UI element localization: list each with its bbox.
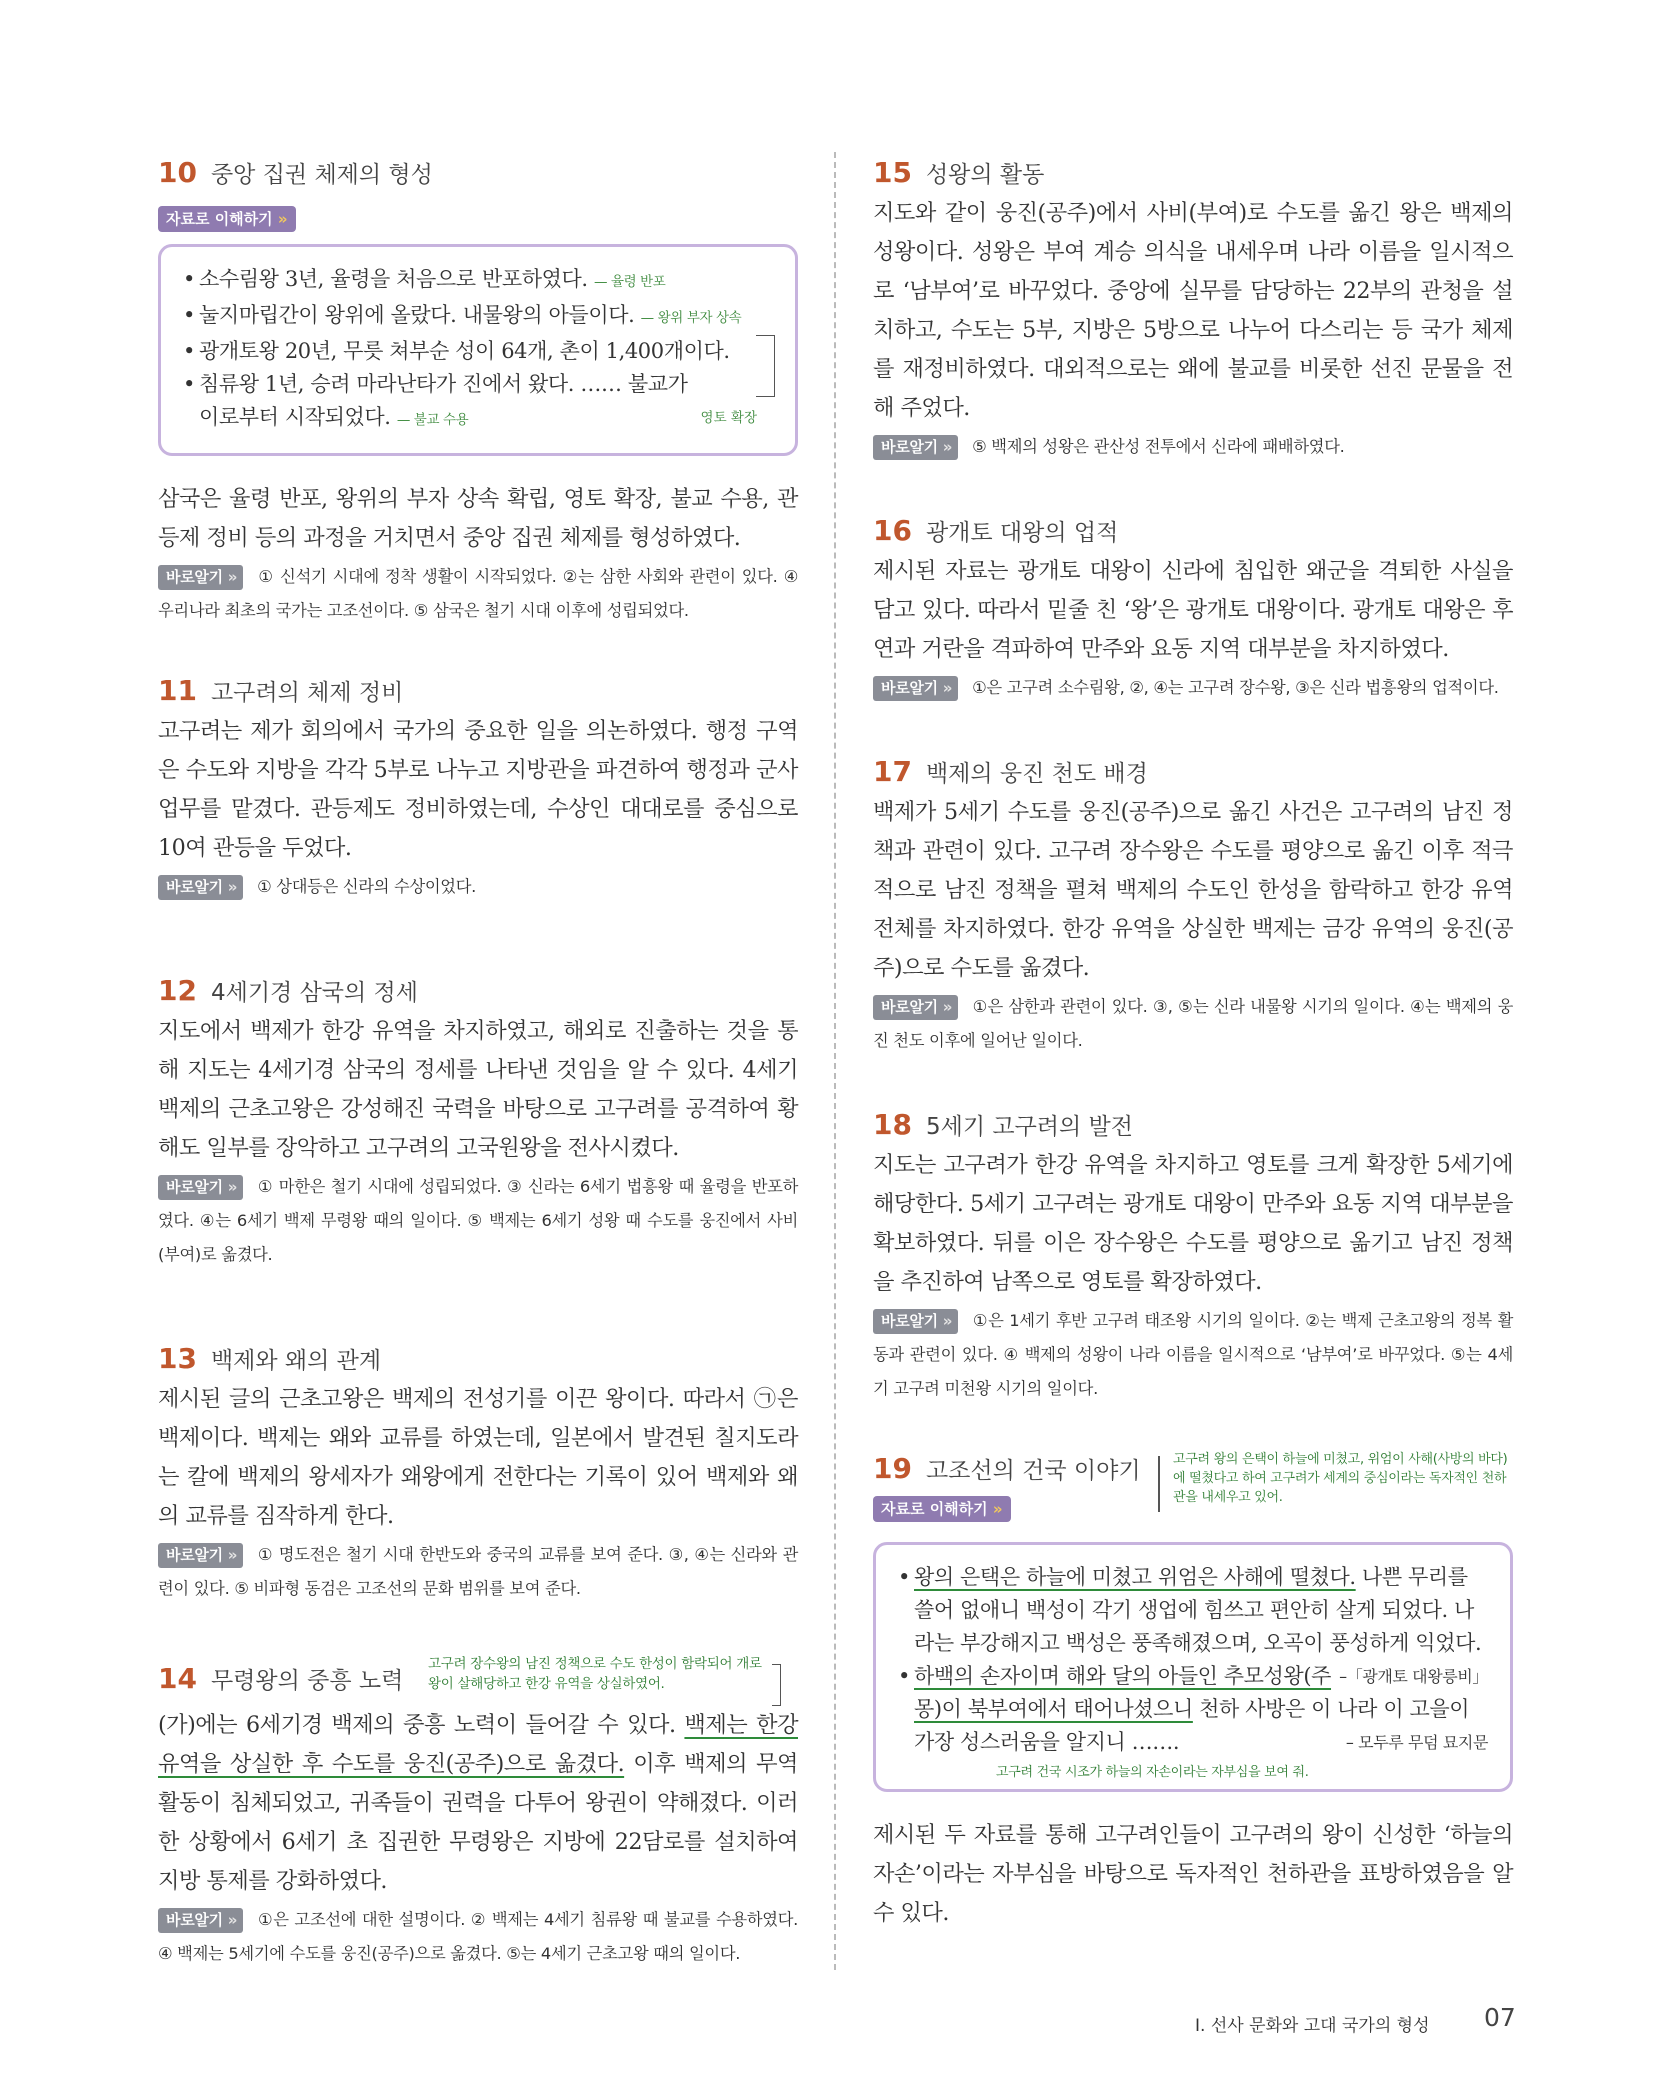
double-chevron-icon: » — [942, 679, 953, 697]
section-17-heading — [873, 749, 1513, 793]
left-column — [158, 150, 798, 1971]
section-body — [158, 1706, 798, 1901]
check-badge-label: 바로알기 — [166, 1546, 223, 1564]
section-13-heading — [158, 1336, 798, 1380]
double-chevron-icon: » — [942, 438, 953, 456]
section-11 — [158, 668, 798, 904]
check-badge — [158, 565, 243, 590]
check-badge-label: 바로알기 — [881, 438, 938, 456]
column-divider — [834, 152, 836, 1970]
section-15 — [873, 150, 1513, 464]
section-body: 백제가 5세기 수도를 웅진(공주)으로 옮긴 사건은 고구려의 남진 정책과 관련이 있다. 고구려 장수왕은 수도를 평양으로 옮긴 이후 적극적으로 남진 정책을 펼쳐 백제의 수도인 한성을 함락하고 한강 유역 전체를 차지하였다. 한강 유역을 상실한 백제는 금강 유역의 웅진(공주)으로 수도를 옮겼다. — [873, 799, 1513, 981]
check-note — [158, 1170, 798, 1272]
source-badge-row — [873, 1496, 1513, 1522]
section-title: 4세기경 삼국의 정세 — [210, 979, 418, 1006]
source-citation: – 모두루 무덤 묘지문 — [1345, 1733, 1488, 1752]
section-number: 19 — [873, 1451, 912, 1485]
section-14-heading — [158, 1650, 798, 1706]
source-item-text: 나쁜 무리를 쓸어 없애니 백성이 각기 생업에 힘쓰고 편안히 살게 되었다. 나라는 부강해지고 백성은 풍족해졌으며, 오곡이 풍성하게 익었다. — [914, 1565, 1482, 1655]
section-11-heading — [158, 668, 798, 712]
check-badge-label: 바로알기 — [881, 998, 938, 1016]
section-19 — [873, 1446, 1513, 1933]
source-item — [898, 1660, 1488, 1759]
source-item — [183, 368, 773, 437]
double-chevron-icon: » — [227, 568, 238, 586]
callout-line — [1158, 1456, 1160, 1512]
check-note — [873, 671, 1513, 705]
source-item — [183, 263, 773, 299]
callout-annotation: 고구려 왕의 은택이 하늘에 미쳤고, 위엄이 사해(사방의 바다)에 떨쳤다고 하여 고구려가 세계의 중심이라는 독자적인 천하관을 내세우고 있어. — [1173, 1452, 1508, 1505]
section-number: 14 — [158, 1661, 197, 1695]
double-chevron-icon: » — [227, 1546, 238, 1564]
section-body: 제시된 자료는 광개토 대왕이 신라에 침입한 왜군을 격퇴한 사실을 담고 있다. 따라서 밑줄 친 ‘왕’은 광개토 대왕이다. 광개토 대왕은 후연과 거란을 격파하여 만주와 요동 지역 대부분을 차지하였다. — [873, 558, 1513, 662]
bracket-line — [756, 335, 775, 397]
check-note-text: ①은 고조선에 대한 설명이다. ② 백제는 4세기 침류왕 때 불교를 수용하였다. ④ 백제는 5세기에 수도를 웅진(공주)으로 옮겼다. ⑤는 4세기 근초고왕 때의 일이다. — [158, 1910, 798, 1963]
check-note-text: ⑤ 백제의 성왕은 관산성 전투에서 신라에 패배하였다. — [972, 437, 1345, 456]
section-title: 무령왕의 중흥 노력 — [210, 1667, 404, 1694]
underlined-text: 왕의 은택은 하늘에 미쳤고 위엄은 사해에 떨쳤다. — [914, 1565, 1356, 1589]
section-14 — [158, 1650, 798, 1971]
body-part: (가)에는 6세기경 백제의 중흥 노력이 들어갈 수 있다. — [158, 1712, 685, 1738]
section-body: 지도는 고구려가 한강 유역을 차지하고 영토를 크게 확장한 5세기에 해당한다. 5세기 고구려는 광개토 대왕이 만주와 요동 지역 대부분을 확보하였다. 뒤를 이은 장수왕은 수도를 평양으로 옮기고 남진 정책을 추진하여 남쪽으로 영토를 확장하였다. — [873, 1152, 1513, 1295]
check-note-text: ① 명도전은 철기 시대 한반도와 중국의 교류를 보여 준다. ③, ④는 신라와 관련이 있다. ⑤ 비파형 동검은 고조선의 문화 범위를 보여 준다. — [158, 1545, 798, 1598]
body-part: 이후 백제의 무역 활동이 침체되었고, 귀족들이 권력을 다투어 왕권이 약해졌다. 이러한 상황에서 6세기 초 집권한 무령왕은 지방에 22담로를 설치하여 지방 통제를 강화하였다. — [158, 1751, 798, 1894]
check-note — [873, 990, 1513, 1058]
section-title: 광개토 대왕의 업적 — [925, 519, 1119, 546]
section-15-heading — [873, 150, 1513, 194]
section-number: 18 — [873, 1107, 912, 1141]
section-10-heading — [158, 150, 798, 194]
source-badge — [873, 1496, 1011, 1522]
section-body: 고구려는 제가 회의에서 국가의 중요한 일을 의논하였다. 행정 구역은 수도와 지방을 각각 5부로 나누고 지방관을 파견하여 행정과 군사 업무를 맡겼다. 관등제도 정비하였는데, 수상인 대대로를 중심으로 10여 관등을 두었다. — [158, 718, 798, 861]
section-body: 제시된 두 자료를 통해 고구려인들이 고구려의 왕이 신성한 ‘하늘의 자손’이라는 자부심을 바탕으로 독자적인 천하관을 표방하였음을 알 수 있다. — [873, 1822, 1513, 1926]
check-note — [158, 1903, 798, 1971]
source-item-text: 광개토왕 20년, 무릇 쳐부순 성이 64개, 촌이 1,400개이다. — [199, 339, 730, 363]
right-column — [873, 150, 1513, 1933]
double-chevron-icon: » — [992, 1500, 1003, 1518]
check-note-text: ①은 1세기 후반 고구려 태조왕 시기의 일이다. ②는 백제 근초고왕의 정복 활동과 관련이 있다. ④ 백제의 성왕이 나라 이름을 일시적으로 ‘남부여’로 바꾸었다. ⑤는 4세기 고구려 미천왕 시기의 일이다. — [873, 1311, 1513, 1398]
source-item-text: 소수림왕 3년, 율령을 처음으로 반포하였다. — [199, 267, 588, 291]
callout-annotation: 고구려 장수왕의 남진 정책으로 수도 한성이 함락되어 개로왕이 살해당하고 한강 유역을 상실하였어. — [428, 1656, 762, 1692]
source-box — [873, 1542, 1513, 1792]
double-chevron-icon: » — [227, 1911, 238, 1929]
source-item-text: 침류왕 1년, 승려 마라난타가 진에서 왔다. …… 불교가 이로부터 시작되었다. — [199, 372, 688, 429]
check-note-text: ①은 삼한과 관련이 있다. ③, ⑤는 신라 내물왕 시기의 일이다. ④는 백제의 웅진 천도 이후에 일어난 일이다. — [873, 997, 1513, 1050]
check-badge — [158, 1908, 243, 1933]
check-note-text: ①은 고구려 소수림왕, ②, ④는 고구려 장수왕, ③은 신라 법흥왕의 업적이다. — [972, 678, 1499, 697]
section-title: 고조선의 건국 이야기 — [925, 1457, 1141, 1484]
section-10 — [158, 150, 798, 628]
check-note — [158, 1538, 798, 1606]
section-12 — [158, 968, 798, 1272]
check-badge — [158, 875, 243, 900]
section-16 — [873, 508, 1513, 705]
section-body: 제시된 글의 근초고왕은 백제의 전성기를 이끈 왕이다. 따라서 ㉠은 백제이다. 백제는 왜와 교류를 하였는데, 일본에서 발견된 칠지도라는 칼에 백제의 왕세자가 왜왕에게 전한다는 기록이 있어 백제와 왜의 교류를 짐작하게 한다. — [158, 1386, 798, 1529]
check-badge — [158, 1543, 243, 1568]
section-16-heading — [873, 508, 1513, 552]
source-box — [158, 244, 798, 456]
section-title: 5세기 고구려의 발전 — [925, 1113, 1133, 1140]
source-item-text: 눌지마립간이 왕위에 올랐다. 내물왕의 아들이다. — [199, 303, 635, 327]
section-body: 지도와 같이 웅진(공주)에서 사비(부여)로 수도를 옮긴 왕은 백제의 성왕이다. 성왕은 부여 계승 의식을 내세우며 나라 이름을 일시적으로 ‘남부여’로 바꾸었다. 중앙에 실무를 담당하는 22부의 관청을 설치하고, 수도는 5부, 지방은 5방으로 나누어 다스리는 등 국가 체제를 재정비하였다. 대외적으로는 왜에 불교를 비롯한 선진 문물을 전해 주었다. — [873, 200, 1513, 421]
check-badge-label: 바로알기 — [881, 1312, 938, 1330]
check-badge-label: 바로알기 — [166, 1911, 223, 1929]
annotation: — 율령 반포 — [593, 274, 666, 290]
section-title: 고구려의 체제 정비 — [210, 679, 404, 706]
chapter-footer: I. 선사 문화와 고대 국가의 형성 — [1195, 2016, 1430, 2036]
section-body: 지도에서 백제가 한강 유역을 차지하였고, 해외로 진출하는 것을 통해 지도는 4세기경 삼국의 정세를 나타낸 것임을 알 수 있다. 4세기 백제의 근초고왕은 강성해진 국력을 바탕으로 고구려를 공격하여 황해도 일부를 장악하고 고구려의 고국원왕을 전사시켰다. — [158, 1018, 798, 1161]
callout-annotation: 고구려 건국 시조가 하늘의 자손이라는 자부심을 보여 줘. — [996, 1765, 1309, 1780]
check-badge — [873, 435, 958, 460]
section-number: 10 — [158, 155, 197, 189]
source-badge-label: 자료로 이해하기 — [881, 1500, 988, 1518]
section-13 — [158, 1336, 798, 1606]
section-number: 11 — [158, 673, 197, 707]
check-badge — [873, 676, 958, 701]
section-title: 백제의 웅진 천도 배경 — [925, 760, 1148, 787]
underlined-text: 하백의 손자이며 해와 달의 아들인 추모성왕(주몽)이 북부여에서 태어나셨으니 — [914, 1664, 1332, 1721]
source-item — [183, 335, 773, 368]
source-badge-label: 자료로 이해하기 — [166, 210, 273, 228]
section-number: 15 — [873, 155, 912, 189]
callout-bracket — [772, 1664, 781, 1706]
double-chevron-icon: » — [942, 998, 953, 1016]
check-badge-label: 바로알기 — [166, 878, 223, 896]
double-chevron-icon: » — [942, 1312, 953, 1330]
source-badge — [158, 206, 296, 232]
double-chevron-icon: » — [277, 210, 288, 228]
annotation: — 불교 수용 — [396, 412, 469, 428]
check-badge — [873, 1309, 958, 1334]
check-note-text: ① 마한은 철기 시대에 성립되었다. ③ 신라는 6세기 법흥왕 때 율령을 반포하였다. ④는 6세기 백제 무령왕 때의 일이다. ⑤ 백제는 6세기 성왕 때 수도를 웅진에서 사비(부여)로 옮겼다. — [158, 1177, 798, 1264]
section-12-heading — [158, 968, 798, 1012]
check-badge-label: 바로알기 — [166, 568, 223, 586]
check-badge — [873, 995, 958, 1020]
check-badge — [158, 1175, 243, 1200]
bracket-annotation: 영토 확장 — [700, 410, 757, 426]
check-note — [158, 870, 798, 904]
check-note — [873, 430, 1513, 464]
section-number: 16 — [873, 513, 912, 547]
section-body: 삼국은 율령 반포, 왕위의 부자 상속 확립, 영토 확장, 불교 수용, 관등제 정비 등의 과정을 거치면서 중앙 집권 체제를 형성하였다. — [158, 486, 798, 551]
section-number: 12 — [158, 973, 197, 1007]
section-number: 13 — [158, 1341, 197, 1375]
section-number: 17 — [873, 754, 912, 788]
check-note — [158, 560, 798, 628]
source-citation: –「광개토 대왕릉비」 — [1339, 1667, 1488, 1686]
source-badge-row — [158, 206, 798, 232]
source-item-text: 천하 사방은 이 나라 이 고을이 가장 성스러움을 알지니 ……. — [914, 1697, 1470, 1754]
double-chevron-icon: » — [227, 1178, 238, 1196]
check-note-text: ① 상대등은 신라의 수상이었다. — [257, 877, 477, 896]
section-17 — [873, 749, 1513, 1058]
section-title: 성왕의 활동 — [925, 161, 1045, 188]
source-item — [898, 1561, 1488, 1686]
check-badge-label: 바로알기 — [166, 1178, 223, 1196]
section-18 — [873, 1102, 1513, 1406]
check-note — [873, 1304, 1513, 1406]
annotation: — 왕위 부자 상속 — [640, 310, 742, 326]
section-title: 백제와 왜의 관계 — [210, 1347, 382, 1374]
underlined-text: 백제는 한강 유역을 상실한 후 수도를 웅진(공주)으로 옮겼다. — [158, 1712, 798, 1777]
section-19-heading — [873, 1446, 1513, 1505]
double-chevron-icon: » — [227, 878, 238, 896]
section-title: 중앙 집권 체제의 형성 — [210, 161, 433, 188]
check-badge-label: 바로알기 — [881, 679, 938, 697]
page-number: 07 — [1484, 2003, 1516, 2032]
section-18-heading — [873, 1102, 1513, 1146]
check-note-text: ① 신석기 시대에 정착 생활이 시작되었다. ②는 삼한 사회와 관련이 있다. ④ 우리나라 최초의 국가는 고조선이다. ⑤ 삼국은 철기 시대 이후에 성립되었다. — [158, 567, 798, 620]
source-item — [183, 299, 773, 335]
